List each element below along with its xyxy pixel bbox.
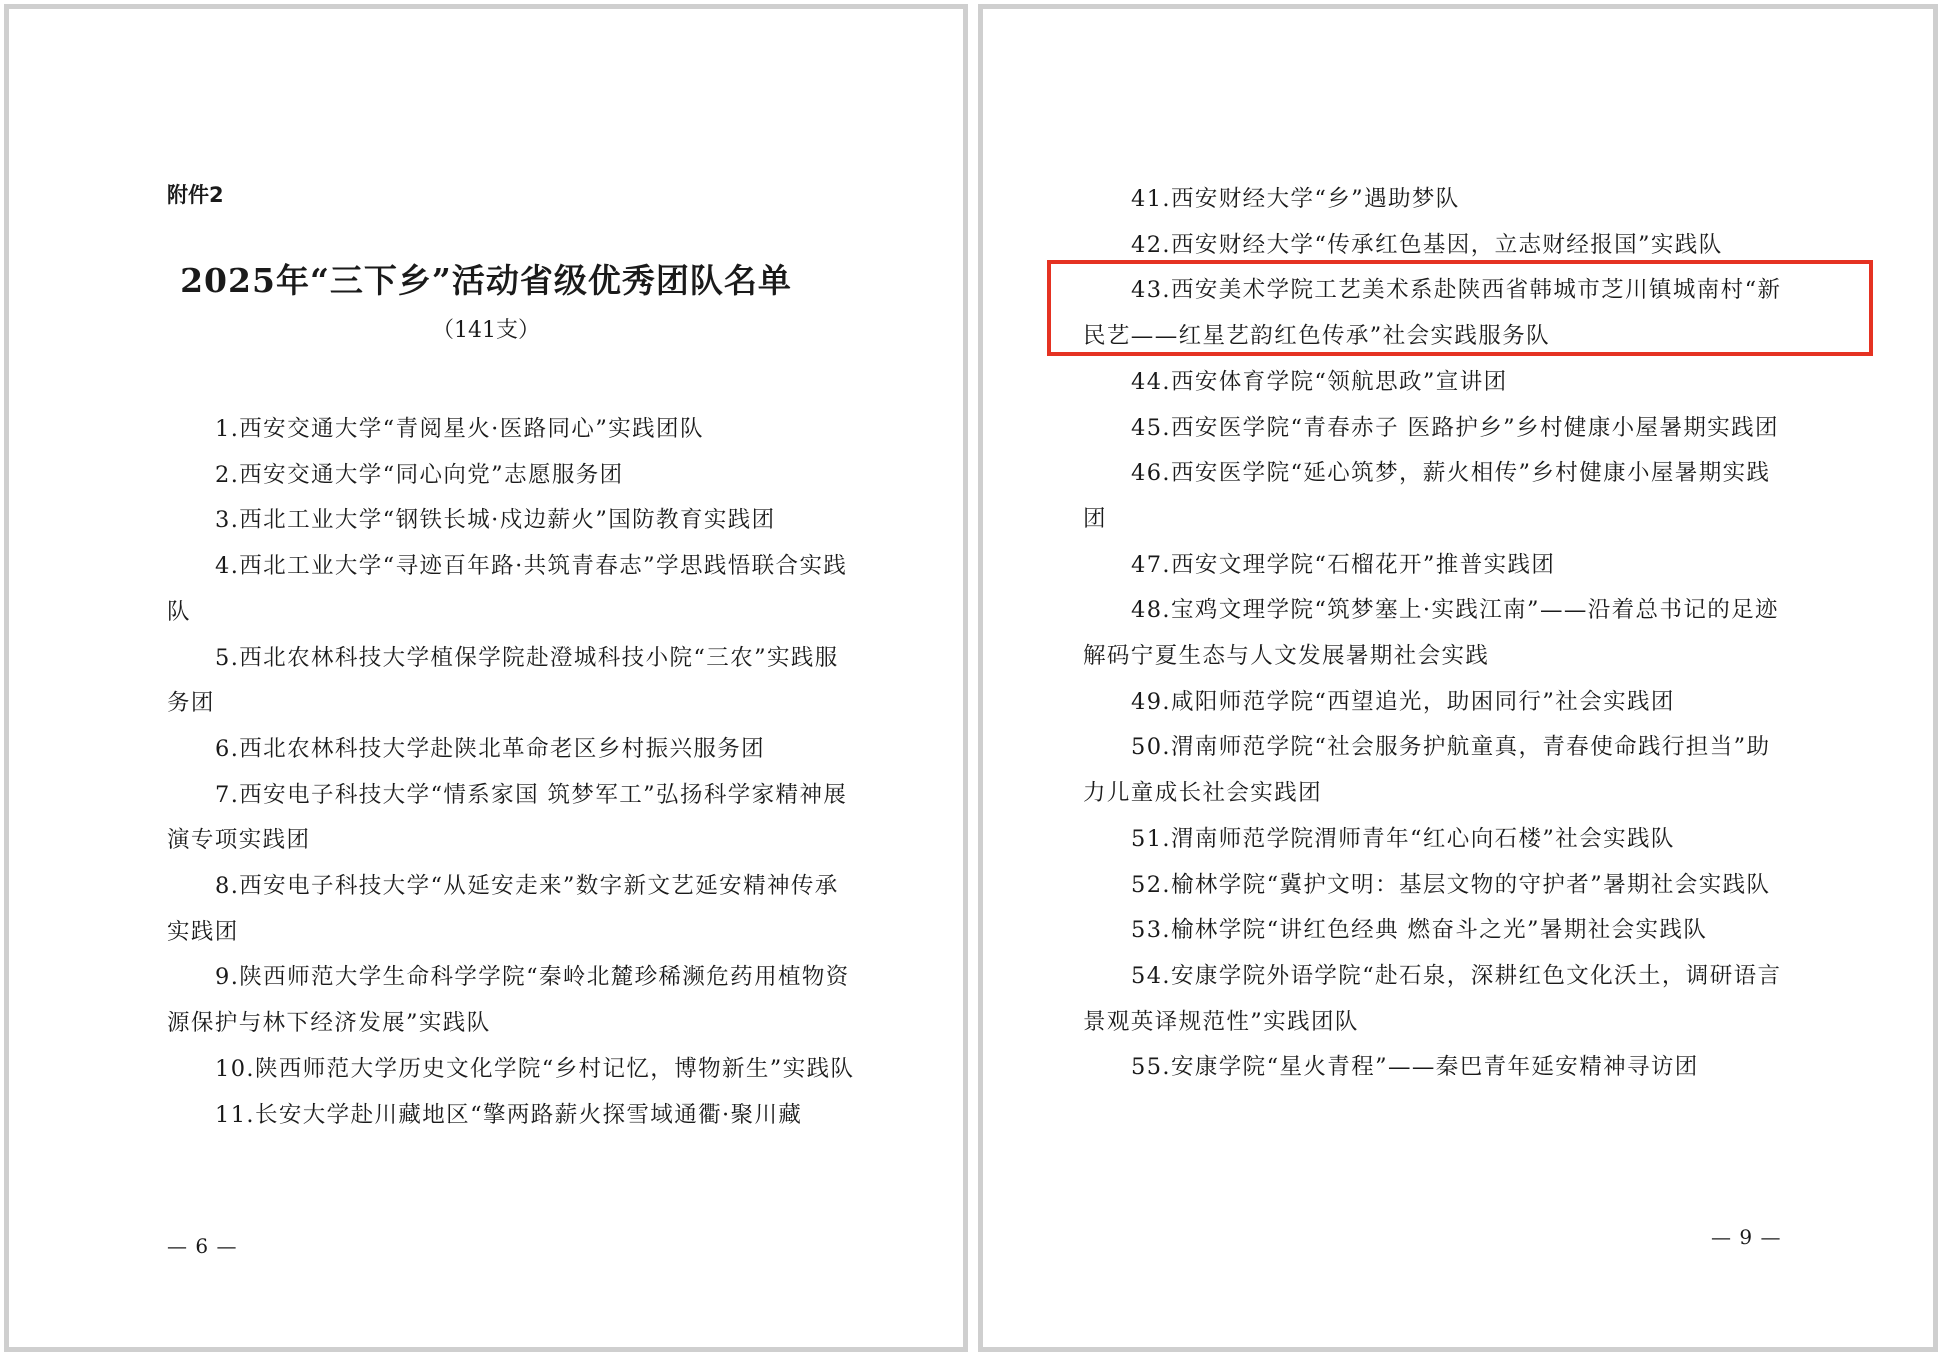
list-item: [1083, 863, 1793, 909]
item-text: 陕西师范大学生命科学学院“秦岭北麓珍稀濒危药用植物资源保护与林下经济发展”实践队: [167, 964, 850, 1037]
item-text: 西安电子科技大学“从延安走来”数字新文艺延安精神传承实践团: [167, 873, 839, 945]
list-item: [1083, 725, 1793, 816]
item-number: 4.: [215, 553, 240, 580]
list-item: [1083, 954, 1793, 1045]
item-number: 49.: [1131, 688, 1171, 715]
item-number: 3.: [215, 507, 240, 534]
list-item: [167, 544, 857, 635]
item-text: 西安电子科技大学“情系家国 筑梦军工”弘扬科学家精神展演专项实践团: [167, 781, 848, 854]
item-number: 55.: [1131, 1054, 1171, 1081]
list-item: [167, 498, 857, 544]
item-text: 西安财经大学“传承红色基因，立志财经报国”实践队: [1170, 231, 1723, 258]
list-item: [167, 1047, 857, 1093]
item-number: 2.: [215, 461, 240, 488]
item-text: 陕西师范大学历史文化学院“乡村记忆，博物新生”实践队: [254, 1055, 855, 1082]
item-text: 安康学院“星火青程”——秦巴青年延安精神寻访团: [1170, 1054, 1699, 1081]
list-item: [1083, 223, 1793, 269]
item-text: 西北工业大学“寻迹百年路·共筑青春志”学思践悟联合实践队: [167, 553, 848, 625]
list-item: [167, 453, 857, 499]
list-item: [1083, 451, 1793, 542]
page-number: — 9 —: [1711, 1225, 1782, 1249]
item-number: 54.: [1131, 962, 1171, 989]
item-text: 西安美术学院工艺美术系赴陕西省韩城市芝川镇城南村“新民艺——红星艺韵红色传承”社会实践服务队: [1083, 277, 1782, 350]
list-item: [1083, 908, 1793, 954]
list-item: [1083, 177, 1793, 223]
item-number: 43.: [1131, 277, 1171, 304]
item-number: 5.: [215, 644, 240, 671]
item-text: 西安财经大学“乡”遇助梦队: [1170, 186, 1460, 212]
item-number: 11.: [215, 1101, 255, 1128]
item-text: 宝鸡文理学院“筑梦塞上·实践江南”——沿着总书记的足迹解码宁夏生态与人文发展暑期社会实践: [1083, 597, 1779, 670]
item-number: 47.: [1131, 551, 1171, 578]
item-text: 西安交通大学“青阅星火·医路同心”实践团队: [239, 416, 704, 442]
item-number: 46.: [1131, 460, 1171, 487]
item-number: 1.: [215, 416, 240, 442]
list-item: [1083, 543, 1793, 589]
item-text: 西安文理学院“石榴花开”推普实践团: [1170, 551, 1556, 578]
item-text: 咸阳师范学院“西望追光，助困同行”社会实践团: [1170, 688, 1675, 715]
highlighted-list-item: [1083, 268, 1793, 359]
item-text: 榆林学院“讲红色经典 燃奋斗之光”暑期社会实践队: [1170, 917, 1708, 944]
team-list-left: [167, 407, 857, 1138]
item-number: 42.: [1131, 231, 1171, 258]
item-number: 10.: [215, 1055, 255, 1082]
item-number: 51.: [1131, 825, 1171, 852]
item-text: 安康学院外语学院“赴石泉，深耕红色文化沃土，调研语言景观英译规范性”实践团队: [1083, 962, 1782, 1035]
list-item: [167, 636, 857, 727]
list-item: [1083, 360, 1793, 406]
item-text: 西北工业大学“钢铁长城·戍边薪火”国防教育实践团: [239, 507, 776, 534]
item-text: 西安体育学院“领航思政”宣讲团: [1170, 368, 1508, 395]
item-text: 西北农林科技大学植保学院赴澄城科技小院“三农”实践服务团: [167, 644, 839, 717]
team-count: （141支）: [432, 318, 540, 343]
item-number: 41.: [1131, 186, 1171, 212]
document-title: 2025年“三下乡”活动省级优秀团队名单: [180, 261, 792, 300]
item-text: 西安医学院“青春赤子 医路护乡”乡村健康小屋暑期实践团: [1170, 414, 1779, 441]
item-number: 53.: [1131, 917, 1171, 944]
item-number: 45.: [1131, 414, 1171, 441]
list-item: [167, 1093, 857, 1139]
item-text: 西安医学院“延心筑梦，薪火相传”乡村健康小屋暑期实践团: [1083, 460, 1771, 532]
list-item: [167, 773, 857, 864]
list-item: [167, 955, 857, 1046]
item-text: 渭南师范学院渭师青年“红心向石楼”社会实践队: [1170, 825, 1675, 852]
item-number: 6.: [215, 735, 240, 762]
item-number: 52.: [1131, 871, 1171, 898]
document-page-6: [4, 4, 968, 1352]
list-item: [167, 407, 857, 453]
list-item: [1083, 406, 1793, 452]
attachment-label: 附件2: [167, 183, 224, 207]
list-item: [1083, 817, 1793, 863]
item-text: 榆林学院“冀护文明：基层文物的守护者”暑期社会实践队: [1170, 871, 1771, 898]
item-number: 9.: [215, 964, 240, 991]
list-item: [1083, 588, 1793, 679]
page-number: — 6 —: [167, 1234, 238, 1258]
item-number: 44.: [1131, 368, 1171, 395]
item-number: 8.: [215, 873, 240, 900]
item-text: 长安大学赴川藏地区“擎两路薪火探雪域通衢·聚川藏: [254, 1101, 803, 1128]
item-number: 50.: [1131, 734, 1171, 761]
list-item: [167, 864, 857, 955]
team-list-right: [1083, 177, 1793, 1091]
item-text: 西北农林科技大学赴陕北革命老区乡村振兴服务团: [239, 735, 766, 762]
item-number: 48.: [1131, 597, 1171, 624]
item-text: 渭南师范学院“社会服务护航童真，青春使命践行担当”助力儿童成长社会实践团: [1083, 734, 1771, 807]
document-page-9: [978, 4, 1938, 1352]
list-item: [1083, 1045, 1793, 1091]
item-text: 西安交通大学“同心向党”志愿服务团: [239, 461, 624, 488]
item-number: 7.: [215, 781, 240, 808]
list-item: [1083, 680, 1793, 726]
list-item: [167, 727, 857, 773]
